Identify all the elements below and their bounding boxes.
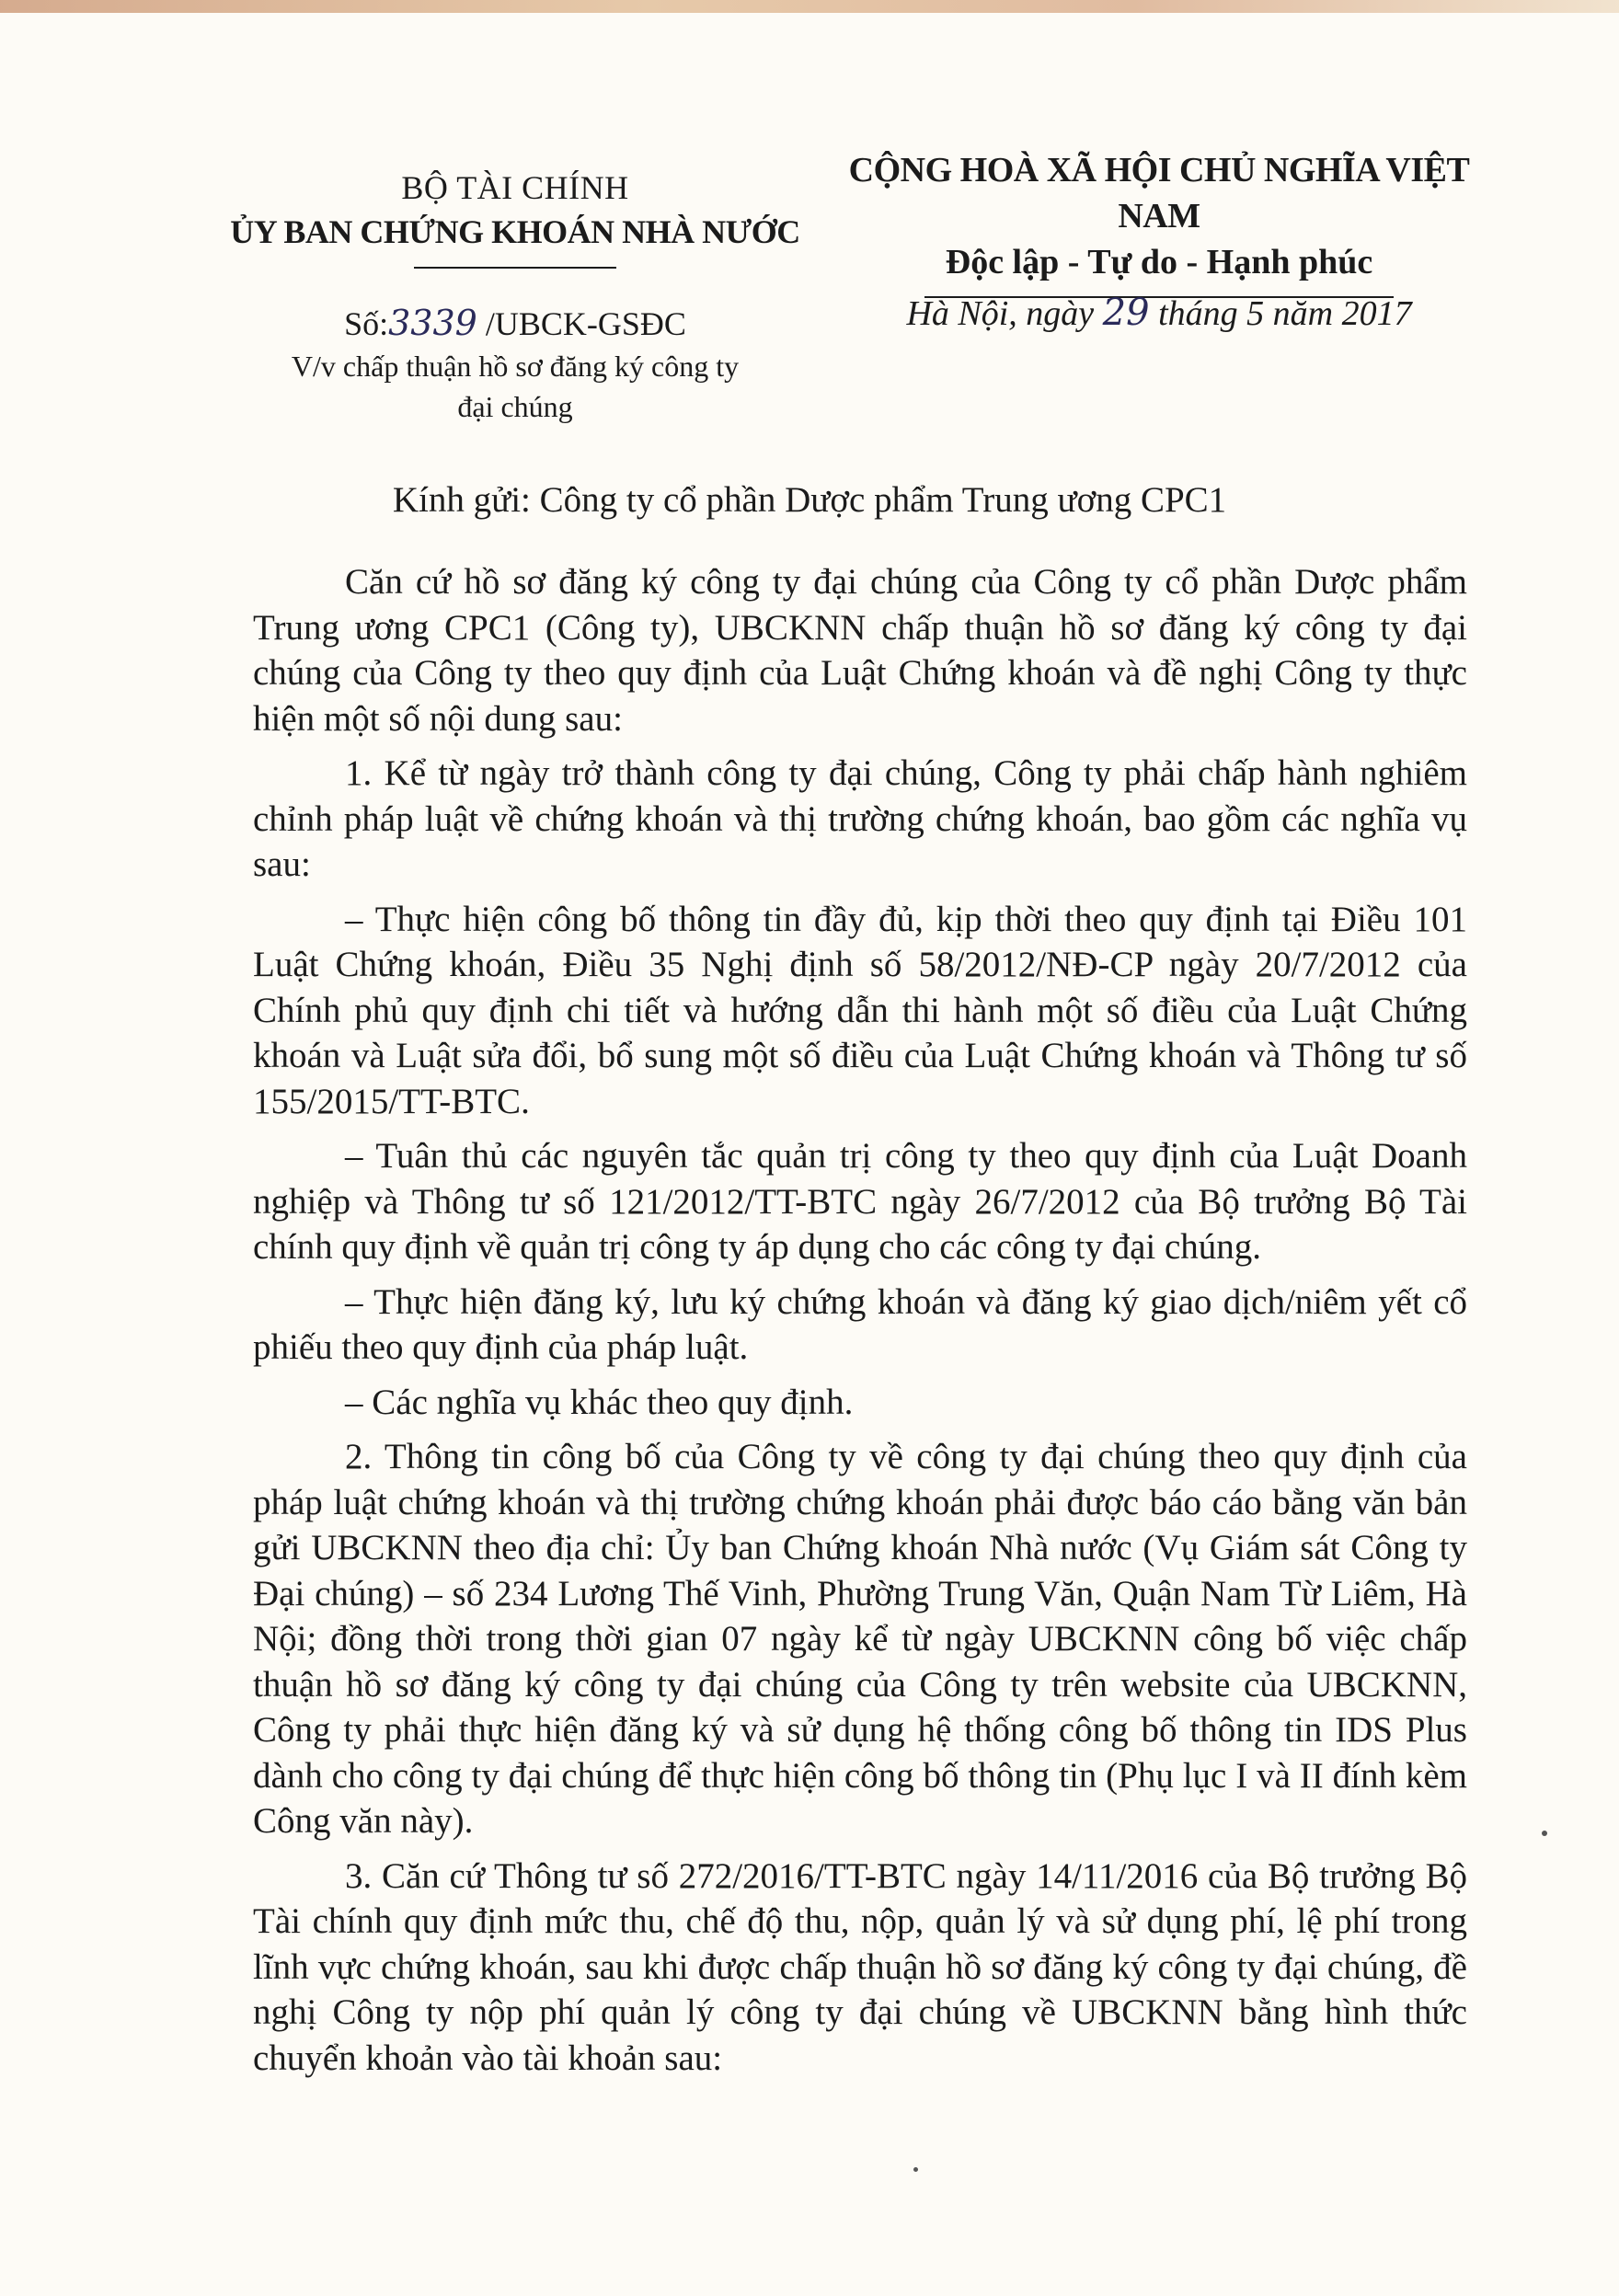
scan-speck xyxy=(1542,1831,1547,1836)
number-prefix: Số: xyxy=(344,305,389,342)
date-suffix: tháng 5 năm 2017 xyxy=(1158,294,1412,333)
paragraph-basis: Căn cứ hồ sơ đăng ký công ty đại chúng của Công ty cổ phần Dược phẩm Trung ương CPC1 (Công ty), UBCKNN chấp thuận hồ sơ đăng ký công ty đại chúng của Công ty theo quy định của Luật Chứng khoán và đề nghị Công ty thực hiện một số nội dung sau: xyxy=(253,562,1467,739)
letter-body xyxy=(253,559,1467,2090)
scan-speck xyxy=(913,2167,918,2172)
paragraph-item-2: 2. Thông tin công bố của Công ty về công ty đại chúng theo quy định của pháp luật chứng khoán và thị trường chứng khoán phải được báo cáo bằng văn bản gửi UBCKNN theo địa chỉ: Ủy ban Chứng khoán Nhà nước (Vụ Giám sát Công ty Đại chúng) – số 234 Lương Thế Vinh, Phường Trung Văn, Quận Nam Từ Liêm, Hà Nội; đồng thời trong thời gian 07 ngày kể từ ngày UBCKNN công bố việc chấp thuận hồ sơ đăng ký công ty đại chúng của Công ty trên website của UBCKNN, Công ty phải thực hiện đăng ký và sử dụng hệ thống công bố thông tin IDS Plus dành cho công ty đại chúng để thực hiện công bố thông tin (Phụ lục I và II đính kèm Công văn này). xyxy=(253,1437,1467,1841)
date-prefix: Hà Nội, ngày xyxy=(906,294,1095,333)
paragraph-item-3: 3. Căn cứ Thông tư số 272/2016/TT-BTC ngày 14/11/2016 của Bộ trưởng Bộ Tài chính quy định mức thu, chế độ thu, nộp, quản lý và sử dụng phí, lệ phí trong lĩnh vực chứng khoán, sau khi được chấp thuận hồ sơ đăng ký công ty đại chúng, đề nghị Công ty nộp phí quản lý công ty đại chúng về UBCKNN bằng hình thức chuyển khoản vào tài khoản sau: xyxy=(253,1855,1467,2078)
bullet-other-obligations: – Các nghĩa vụ khác theo quy định. xyxy=(345,1382,854,1422)
handwritten-day: 29 xyxy=(1102,292,1150,334)
issuing-agency-block xyxy=(212,166,819,269)
subject-line xyxy=(212,346,819,427)
paragraph-item-1: 1. Kể từ ngày trở thành công ty đại chúng, Công ty phải chấp hành nghiêm chỉnh pháp luật về chứng khoán và thị trường chứng khoán, bao gồm các nghĩa vụ sau: xyxy=(253,753,1467,884)
page-edge-stain xyxy=(0,0,1619,13)
subject-line-2: đại chúng xyxy=(457,390,573,423)
bullet-governance: – Tuân thủ các nguyên tắc quản trị công ty theo quy định của Luật Doanh nghiệp và Thông tư số 121/2012/TT-BTC ngày 26/7/2012 của Bộ trưởng Bộ Tài chính quy định về quản trị công ty áp dụng cho các công ty đại chúng. xyxy=(253,1136,1467,1267)
place-and-date xyxy=(810,290,1509,337)
committee-name: ỦY BAN CHỨNG KHOÁN NHÀ NƯỚC xyxy=(230,213,800,250)
bullet-registration: – Thực hiện đăng ký, lưu ký chứng khoán và đăng ký giao dịch/niêm yết cổ phiếu theo quy định của pháp luật. xyxy=(253,1281,1467,1367)
document-number xyxy=(212,302,819,345)
bullet-disclosure: – Thực hiện công bố thông tin đầy đủ, kịp thời theo quy định tại Điều 101 Luật Chứng khoán, Điều 35 Nghị định số 58/2012/NĐ-CP ngày 20/7/2012 của Chính phủ quy định chi tiết và hướng dẫn thi hành một số điều của Luật Chứng khoán và Luật sửa đổi, bổ sung một số điều của Luật Chứng khoán và Thông tư số 155/2015/TT-BTC. xyxy=(253,899,1467,1121)
ministry-name: BỘ TÀI CHÍNH xyxy=(401,169,629,206)
republic-name: CỘNG HOÀ XÃ HỘI CHỦ NGHĨA VIỆT NAM xyxy=(848,151,1470,235)
agency-underline xyxy=(414,267,616,269)
handwritten-number: 3339 xyxy=(388,303,477,343)
document-header xyxy=(0,138,1619,442)
number-suffix: /UBCK-GSĐC xyxy=(485,305,686,342)
subject-line-1: V/v chấp thuận hồ sơ đăng ký công ty xyxy=(291,350,740,383)
recipient-line: Kính gửi: Công ty cổ phần Dược phẩm Trung ương CPC1 xyxy=(392,480,1227,520)
national-motto: Độc lập - Tự do - Hạnh phúc xyxy=(945,243,1373,281)
national-title-block xyxy=(810,147,1509,298)
